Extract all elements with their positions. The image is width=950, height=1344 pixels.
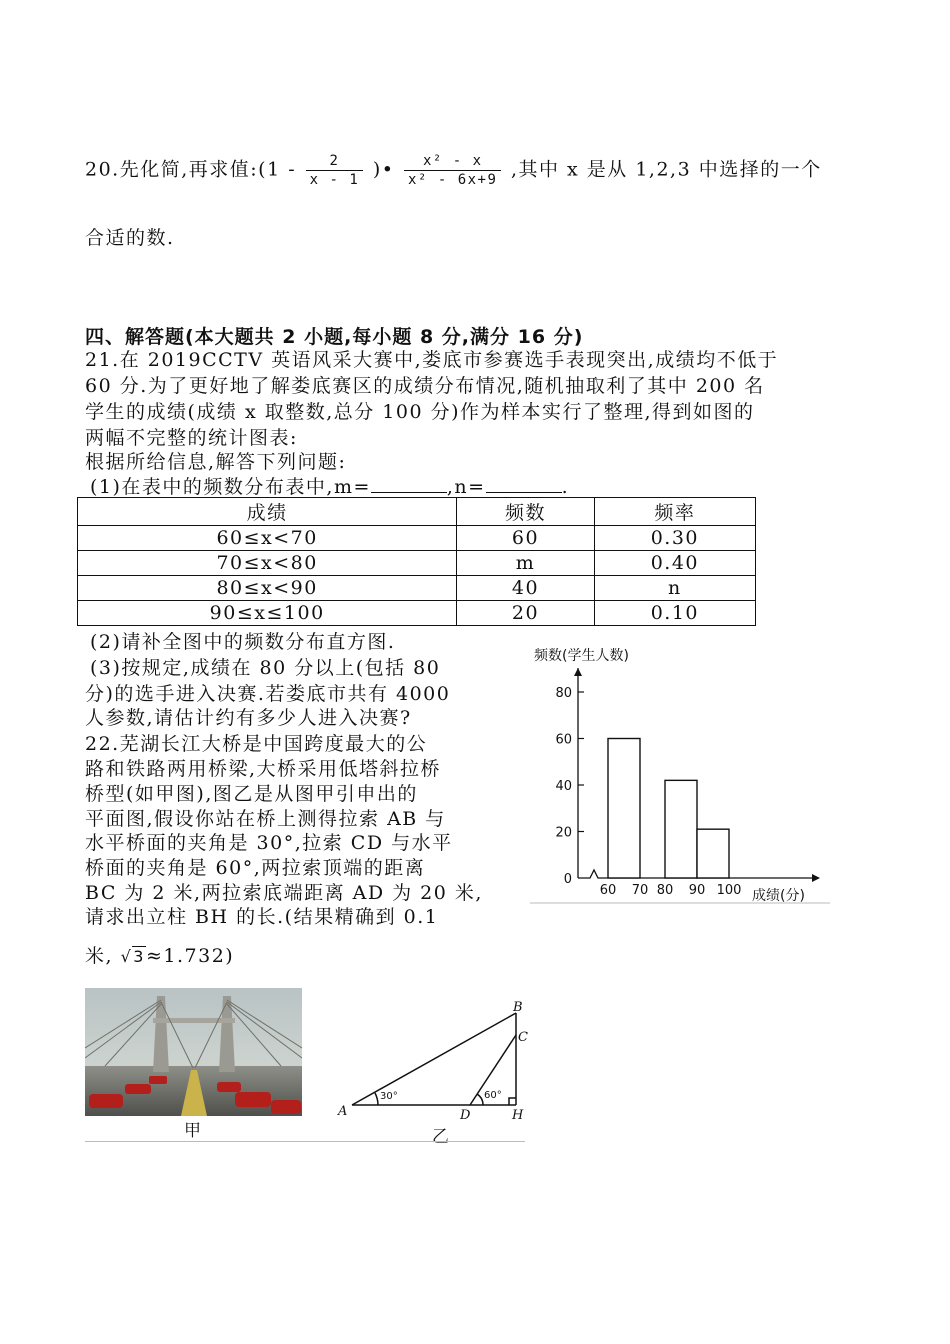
histogram-chart (530, 640, 840, 906)
angle-arc-d (477, 1094, 483, 1105)
table-header-row (78, 498, 756, 526)
q20-frac2-num: x² - x (422, 153, 483, 169)
angle-arc-a (375, 1093, 378, 1105)
point-a-label: A (338, 1104, 348, 1119)
geometry-diagram (330, 995, 530, 1141)
y-tick-label: 40 (555, 779, 572, 794)
x-axis-arrow (812, 874, 820, 882)
histogram-bar (608, 739, 640, 879)
table-row (78, 526, 756, 551)
q22-last-line (85, 944, 234, 969)
table-row (78, 551, 756, 576)
point-c-label: C (518, 1030, 528, 1045)
q21-line-5: 根据所给信息,解答下列问题: (85, 451, 347, 473)
q21-line-2: 60 分.为了更好地了解娄底赛区的成绩分布情况,随机抽取利了其中 200 名 (85, 375, 765, 397)
table-cell: m (457, 551, 594, 576)
q21-line-1: 21.在 2019CCTV 英语风采大赛中,娄底市参赛选手表现突出,成绩均不低于 (85, 349, 779, 371)
frequency-table (77, 497, 756, 626)
right-angle-mark (509, 1098, 516, 1105)
q21-part3-line2: 分)的选手进入决赛.若娄底市共有 4000 (85, 683, 451, 705)
point-b-label: B (513, 1000, 523, 1015)
q20-frac2-den: x² - 6x+9 (404, 170, 501, 189)
q20-line1 (85, 152, 822, 189)
q22-line-8: 请求出立柱 BH 的长.(结果精确到 0.1 (85, 906, 439, 928)
chart-layer (530, 647, 830, 904)
m-blank[interactable] (371, 474, 447, 493)
q20-fraction-2 (404, 152, 501, 189)
q22-last-text-b: ≈1.732) (145, 945, 235, 967)
x-tick-label: 100 (716, 883, 742, 898)
photo-label: 甲 (184, 1121, 201, 1141)
q22-line-7: BC 为 2 米,两拉索底端距离 AD 为 20 米, (85, 882, 483, 904)
y-axis-title: 频数(学生人数) (534, 648, 629, 664)
table-cell: 0.10 (594, 601, 755, 626)
q22-line-3: 桥型(如甲图),图乙是从图甲引申出的 (85, 783, 418, 805)
section-title: 四、解答题(本大题共 2 小题,每小题 8 分,满分 16 分) (85, 326, 584, 348)
q20-prefix: 20.先化简,再求值:(1 - (85, 158, 297, 181)
q20-fraction-1 (306, 152, 364, 189)
y-tick-label: 80 (555, 686, 572, 701)
table-row (78, 601, 756, 626)
table-cell: 60 (457, 526, 594, 551)
histogram-bar (697, 829, 729, 878)
header-cell: 成绩 (78, 498, 457, 526)
q20-frac1-num: 2 (329, 153, 340, 169)
q21-line-4: 两幅不完整的统计图表: (85, 427, 298, 449)
table-row (78, 576, 756, 601)
table-cell: 70≤x<80 (78, 551, 457, 576)
table-cell: 20 (457, 601, 594, 626)
header-cell: 频数 (457, 498, 594, 526)
figure-divider (85, 1141, 525, 1142)
angle-d-label: 60° (484, 1090, 502, 1101)
q21-part3-line3: 人参数,请估计约有多少人进入决赛? (85, 707, 412, 729)
q22-line-5: 水平桥面的夹角是 30°,拉索 CD 与水平 (85, 832, 453, 854)
table-cell: 0.30 (594, 526, 755, 551)
q20-suffix: ,其中 x 是从 1,2,3 中选择的一个 (510, 158, 822, 181)
q22-line-4: 平面图,假设你站在桥上测得拉索 AB 与 (85, 808, 446, 830)
diagram-label: 乙 (432, 1127, 449, 1147)
q22-last-text-a: 米, (85, 945, 114, 967)
sqrt-symbol: √3 (120, 947, 145, 966)
x-axis-title: 成绩(分) (752, 888, 805, 904)
sqrt-arg: 3 (133, 947, 145, 966)
q21-part1-text-a: (1)在表中的频数分布表中,m= (90, 476, 371, 498)
q20-mid: )• (372, 158, 395, 181)
table-cell: 0.40 (594, 551, 755, 576)
bridge-photo (85, 988, 302, 1116)
table-cell: n (594, 576, 755, 601)
y-tick-label: 60 (555, 732, 572, 748)
y-tick-label: 0 (563, 872, 572, 887)
q22-line-1: 22.芜湖长江大桥是中国跨度最大的公 (85, 733, 428, 755)
angle-a-label: 30° (380, 1091, 398, 1102)
q22-line-2: 路和铁路两用桥梁,大桥采用低塔斜拉桥 (85, 758, 442, 780)
q20-line2: 合适的数. (85, 227, 175, 249)
histogram-bar (665, 780, 697, 878)
x-tick-label: 80 (656, 883, 674, 898)
q21-part1 (90, 474, 569, 499)
point-d-label: D (460, 1108, 471, 1123)
x-tick-label: 60 (599, 883, 617, 898)
x-tick-label: 90 (688, 883, 706, 898)
q21-line-3: 学生的成绩(成绩 x 取整数,总分 100 分)作为样本实行了整理,得到如图的 (85, 401, 755, 423)
q21-part1-text-c: . (561, 476, 570, 498)
table-cell: 90≤x≤100 (78, 601, 457, 626)
q22-line-6: 桥面的夹角是 60°,两拉索顶端的距离 (85, 857, 426, 879)
x-tick-label: 70 (631, 883, 649, 898)
y-tick-label: 20 (555, 825, 572, 841)
table-cell: 80≤x<90 (78, 576, 457, 601)
point-h-label: H (512, 1108, 524, 1123)
y-axis-arrow (574, 668, 582, 676)
header-cell: 频率 (594, 498, 755, 526)
q21-part1-text-b: ,n= (446, 476, 486, 498)
q21-part2: (2)请补全图中的频数分布直方图. (90, 631, 396, 653)
table-cell: 40 (457, 576, 594, 601)
n-blank[interactable] (486, 474, 562, 493)
q21-part3-line1: (3)按规定,成绩在 80 分以上(包括 80 (90, 657, 441, 679)
table-cell: 60≤x<70 (78, 526, 457, 551)
q20-frac1-den: x - 1 (306, 170, 364, 189)
